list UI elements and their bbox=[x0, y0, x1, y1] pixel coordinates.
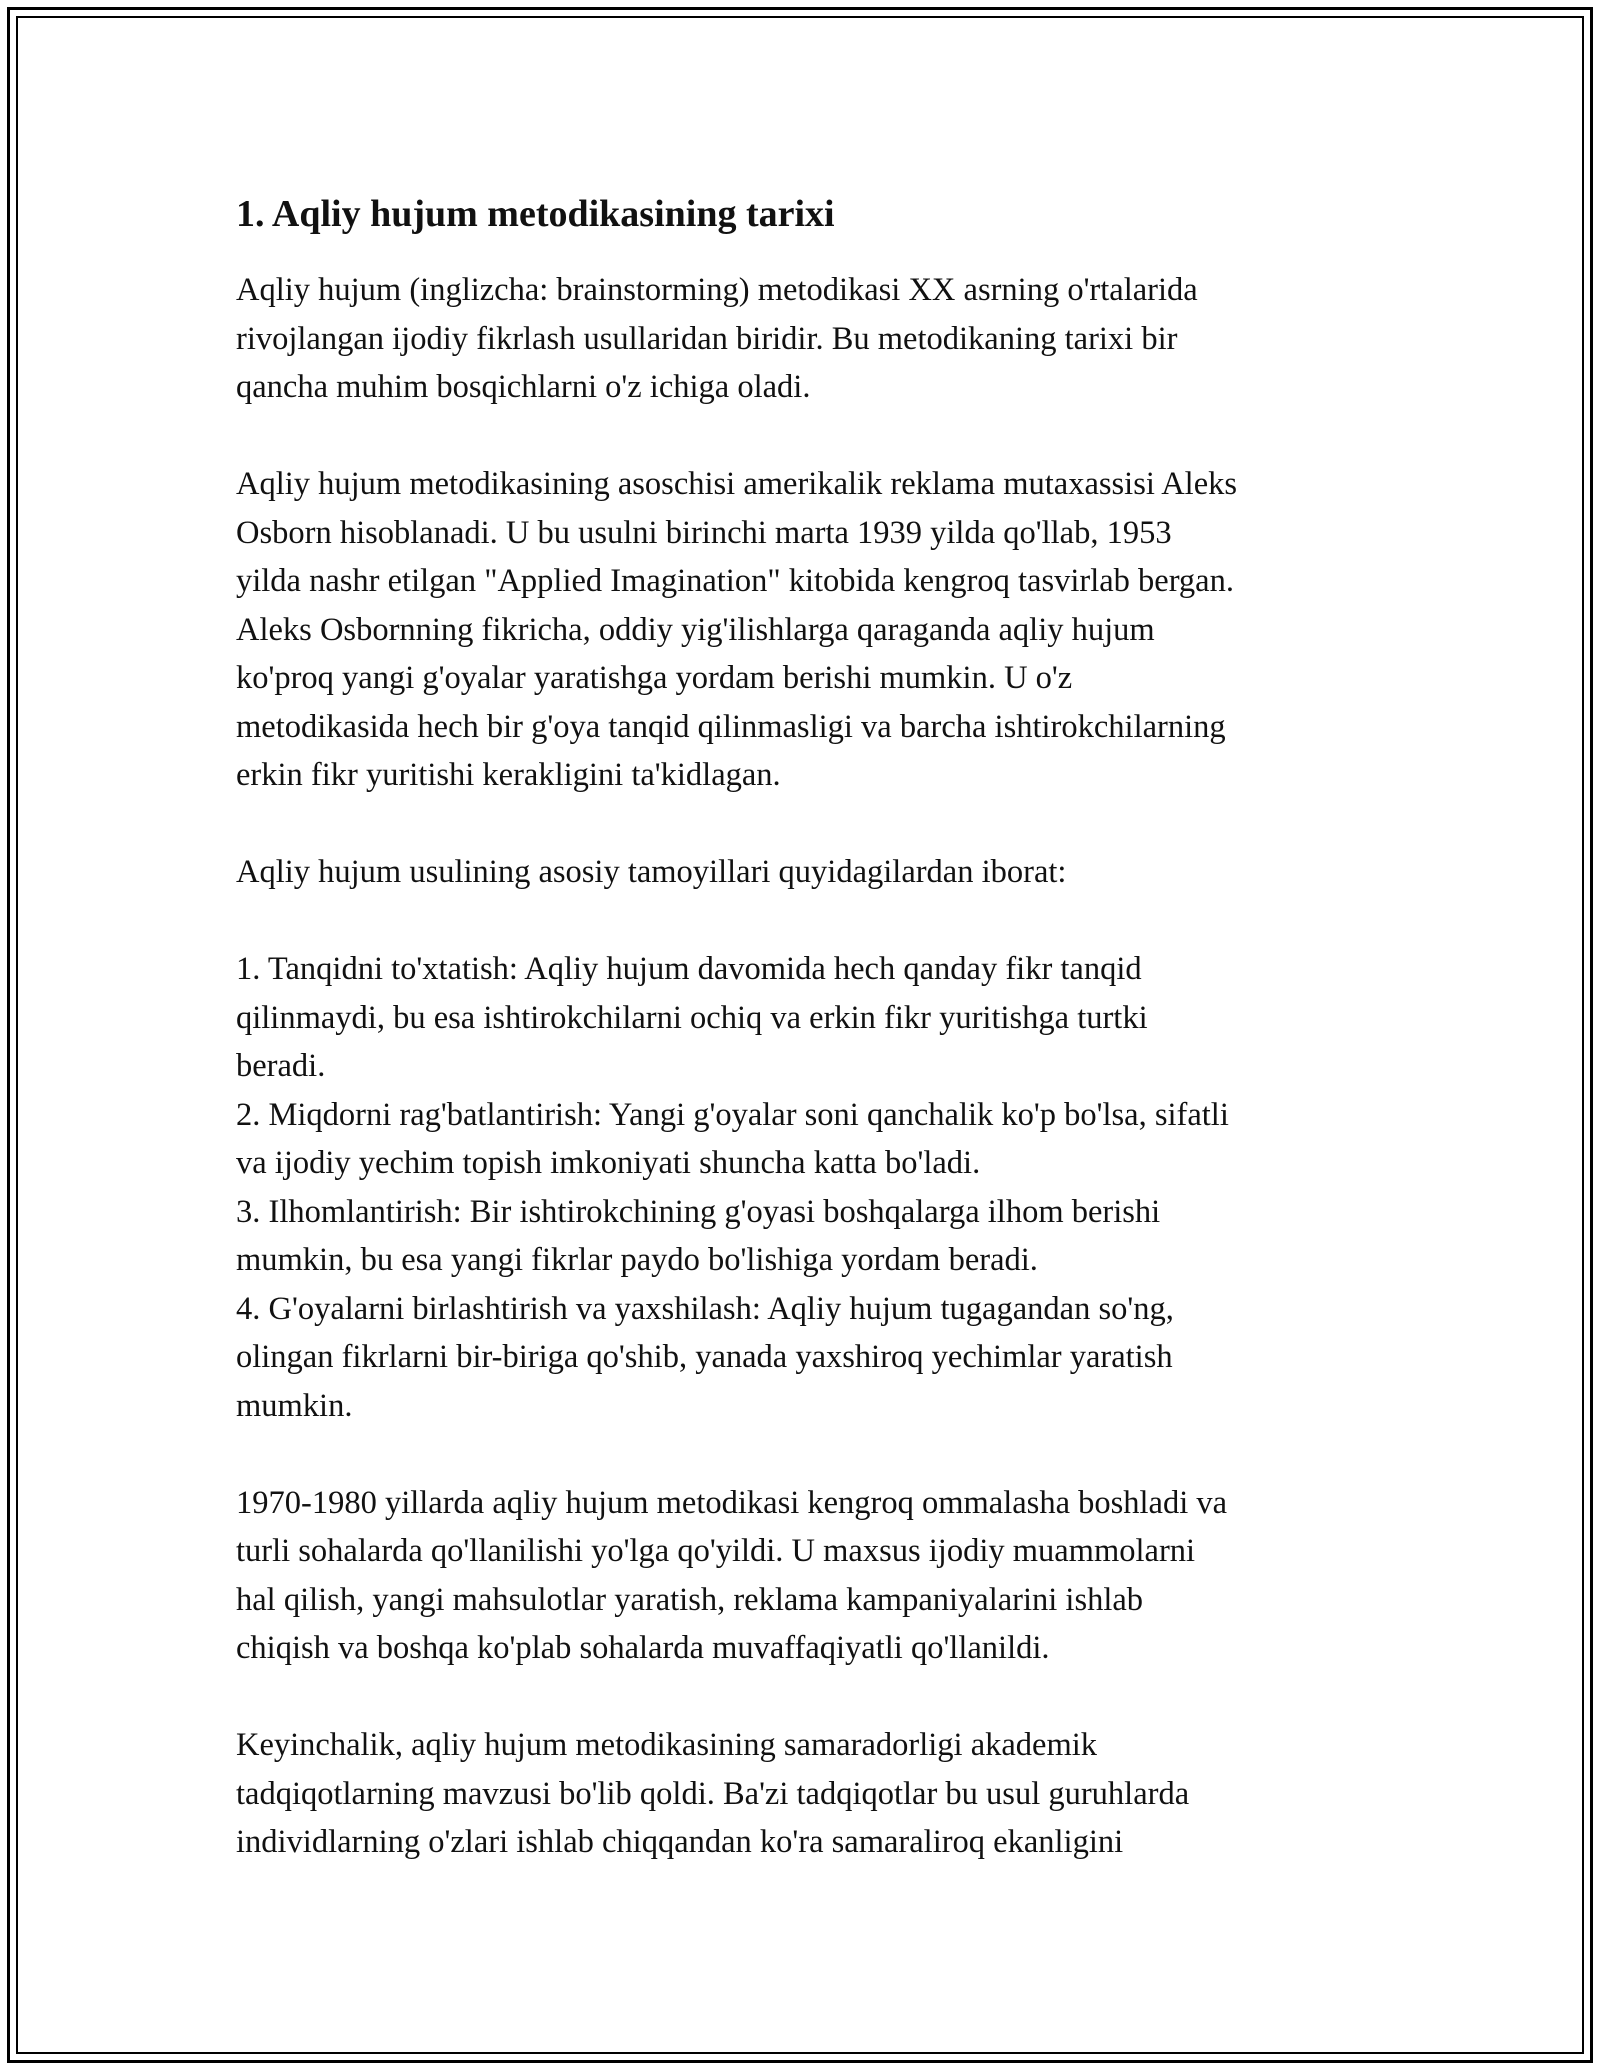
paragraph-principles-list: 1. Tanqidni to'xtatish: Aqliy hujum davomida hech qanday fikr tanqid qilinmaydi, bu esa ishtirokchilarni ochiq va erkin fikr yuritishga turtki beradi. 2. Miqdorni rag'batlantirish: Yangi g'oyalar soni qanchalik ko'p bo'lsa, sifatli va ijodiy yechim topish imkoniyati shuncha katta bo'ladi. 3. Ilhomlantirish: Bir ishtirokchining g'oyasi boshqalarga ilhom berishi mumkin, bu esa yangi fikrlar paydo bo'lishiga yordam beradi. 4. G'oyalarni birlashtirish va yaxshilash: Aqliy hujum tugagandan so'ng, olingan fikrlarni bir-biriga qo'shib, yanada yaxshiroq yechimlar yaratish mumkin. bbox=[236, 951, 1229, 1424]
paragraph-popularization: 1970-1980 yillarda aqliy hujum metodikasi kengroq ommalasha boshladi va turli sohalarda qo'llanilishi yo'lga qo'yildi. U maxsus ijodiy muammolarni hal qilish, yangi mahsulotlar yaratish, reklama kampaniyalarini ishlab chiqish va boshqa ko'plab sohalarda muvaffaqiyatli qo'llanildi. bbox=[236, 1484, 1228, 1666]
paragraph-gap bbox=[236, 1430, 1376, 1479]
paragraph-osborn: Aqliy hujum metodikasining asoschisi amerikalik reklama mutaxassisi Aleks Osborn hisoblanadi. U bu usulni birinchi marta 1939 yilda qo'llab, 1953 yilda nashr etilgan "Applied Imagination" kitobida kengroq tasvirlab bergan. Aleks Osbornning fikricha, oddiy yig'ilishlarga qaraganda aqliy hujum ko'proq yangi g'oyalar yaratishga yordam berishi mumkin. U o'z metodikasida hech bir g'oya tanqid qilinmasligi va barcha ishtirokchilarning erkin fikr yuritishi kerakligini ta'kidlagan. bbox=[236, 466, 1238, 793]
paragraph-principles-intro: Aqliy hujum usulining asosiy tamoyillari quyidagilardan iborat: bbox=[236, 854, 1067, 890]
paragraph-gap bbox=[236, 800, 1376, 849]
paragraph-gap bbox=[236, 897, 1376, 946]
paragraph-intro: Aqliy hujum (inglizcha: brainstorming) metodikasi XX asrning o'rtalarida rivojlangan ijodiy fikrlash usullaridan biridir. Bu metodikaning tarixi bir qancha muhim bosqichlarni o'z ichiga oladi. bbox=[236, 272, 1198, 405]
document-body bbox=[236, 186, 1376, 1867]
section-heading: 1. Aqliy hujum metodikasining tarixi bbox=[236, 193, 835, 235]
paragraph-gap bbox=[236, 412, 1376, 461]
paragraph-gap bbox=[236, 1673, 1376, 1722]
paragraph-research: Keyinchalik, aqliy hujum metodikasining samaradorligi akademik tadqiqotlarning mavzusi bo'lib qoldi. Ba'zi tadqiqotlar bu usul guruhlarda individlarning o'zlari ishlab chiqqandan ko'ra samaraliroq ekanligini bbox=[236, 1727, 1190, 1860]
